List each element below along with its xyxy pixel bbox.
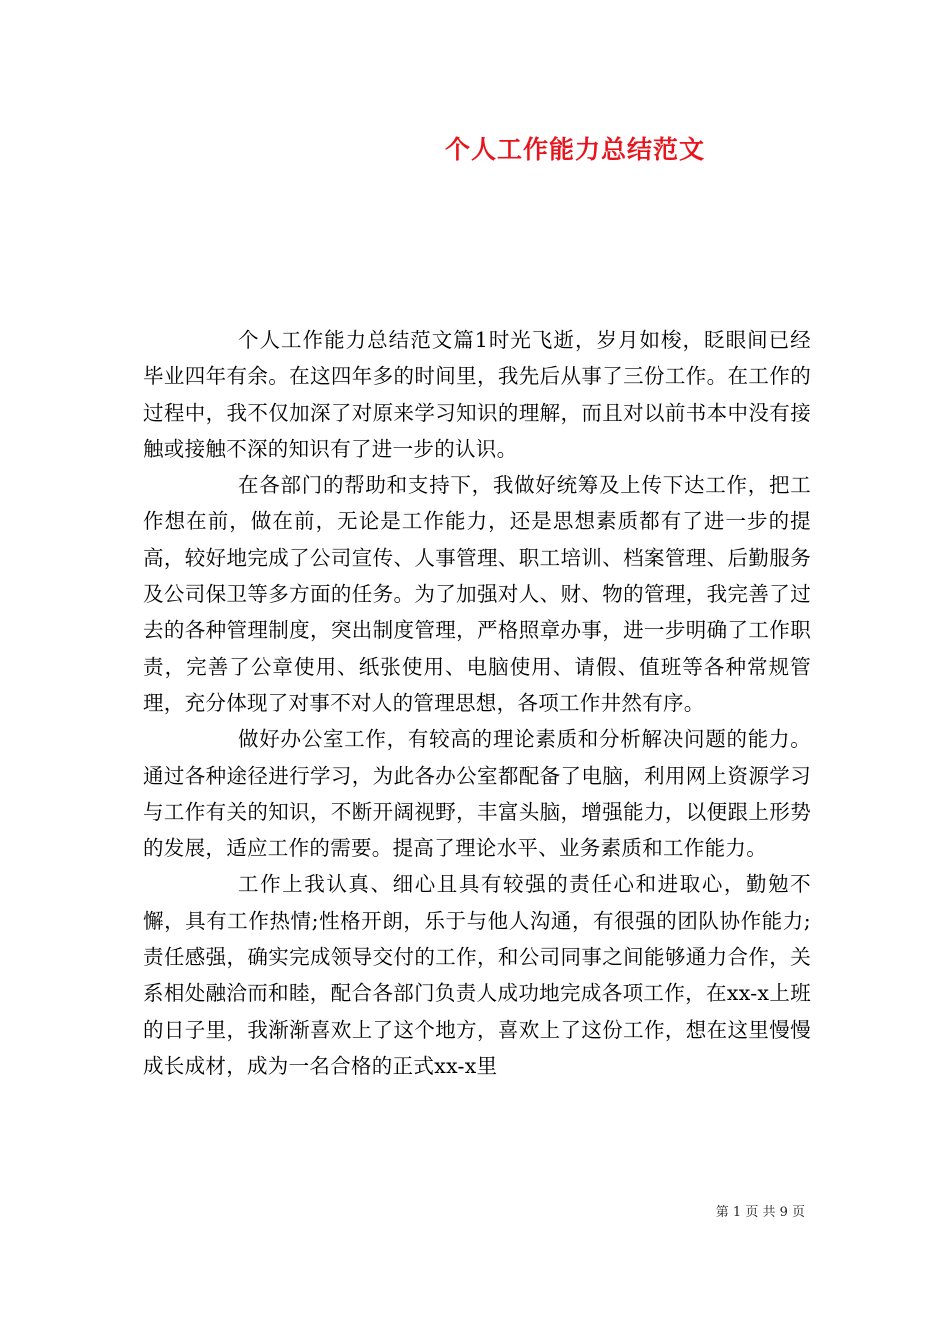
document-body bbox=[143, 322, 811, 1084]
page-number: 第 1 页 共 9 页 bbox=[715, 1205, 805, 1220]
paragraph-4: 工作上我认真、细心且具有较强的责任心和进取心，勤勉不懈，具有工作热情;性格开朗，乐于与他人沟通，有很强的团队协作能力;责任感强，确实完成领导交付的工作，和公司同事之间能够通力合作，关系相处融洽而和睦，配合各部门负责人成功地完成各项工作，在xx-x上班的日子里，我渐渐喜欢上了这个地方，喜欢上了这份工作，想在这里慢慢成长成材，成为一名合格的正式xx-x里 bbox=[143, 872, 811, 1078]
paragraph-3: 做好办公室工作，有较高的理论素质和分析解决问题的能力。通过各种途径进行学习，为此各办公室都配备了电脑，利用网上资源学习与工作有关的知识，不断开阔视野，丰富头脑，增强能力，以便跟上形势的发展，适应工作的需要。提高了理论水平、业务素质和工作能力。 bbox=[143, 727, 811, 861]
paragraph-1: 个人工作能力总结范文篇1时光飞逝，岁月如梭，眨眼间已经毕业四年有余。在这四年多的时间里，我先后从事了三份工作。在工作的过程中，我不仅加深了对原来学习知识的理解，而且对以前书本中没有接触或接触不深的知识有了进一步的认识。 bbox=[143, 328, 811, 461]
paragraph-2: 在各部门的帮助和支持下，我做好统筹及上传下达工作，把工作想在前，做在前，无论是工作能力，还是思想素质都有了进一步的提高，较好地完成了公司宣传、人事管理、职工培训、档案管理、后勤服务及公司保卫等多方面的任务。为了加强对人、财、物的管理，我完善了过去的各种管理制度，突出制度管理，严格照章办事，进一步明确了工作职责，完善了公章使用、纸张使用、电脑使用、请假、值班等各种常规管理，充分体现了对事不对人的管理思想，各项工作井然有序。 bbox=[143, 473, 811, 715]
document-title: 个人工作能力总结范文 bbox=[444, 135, 705, 164]
